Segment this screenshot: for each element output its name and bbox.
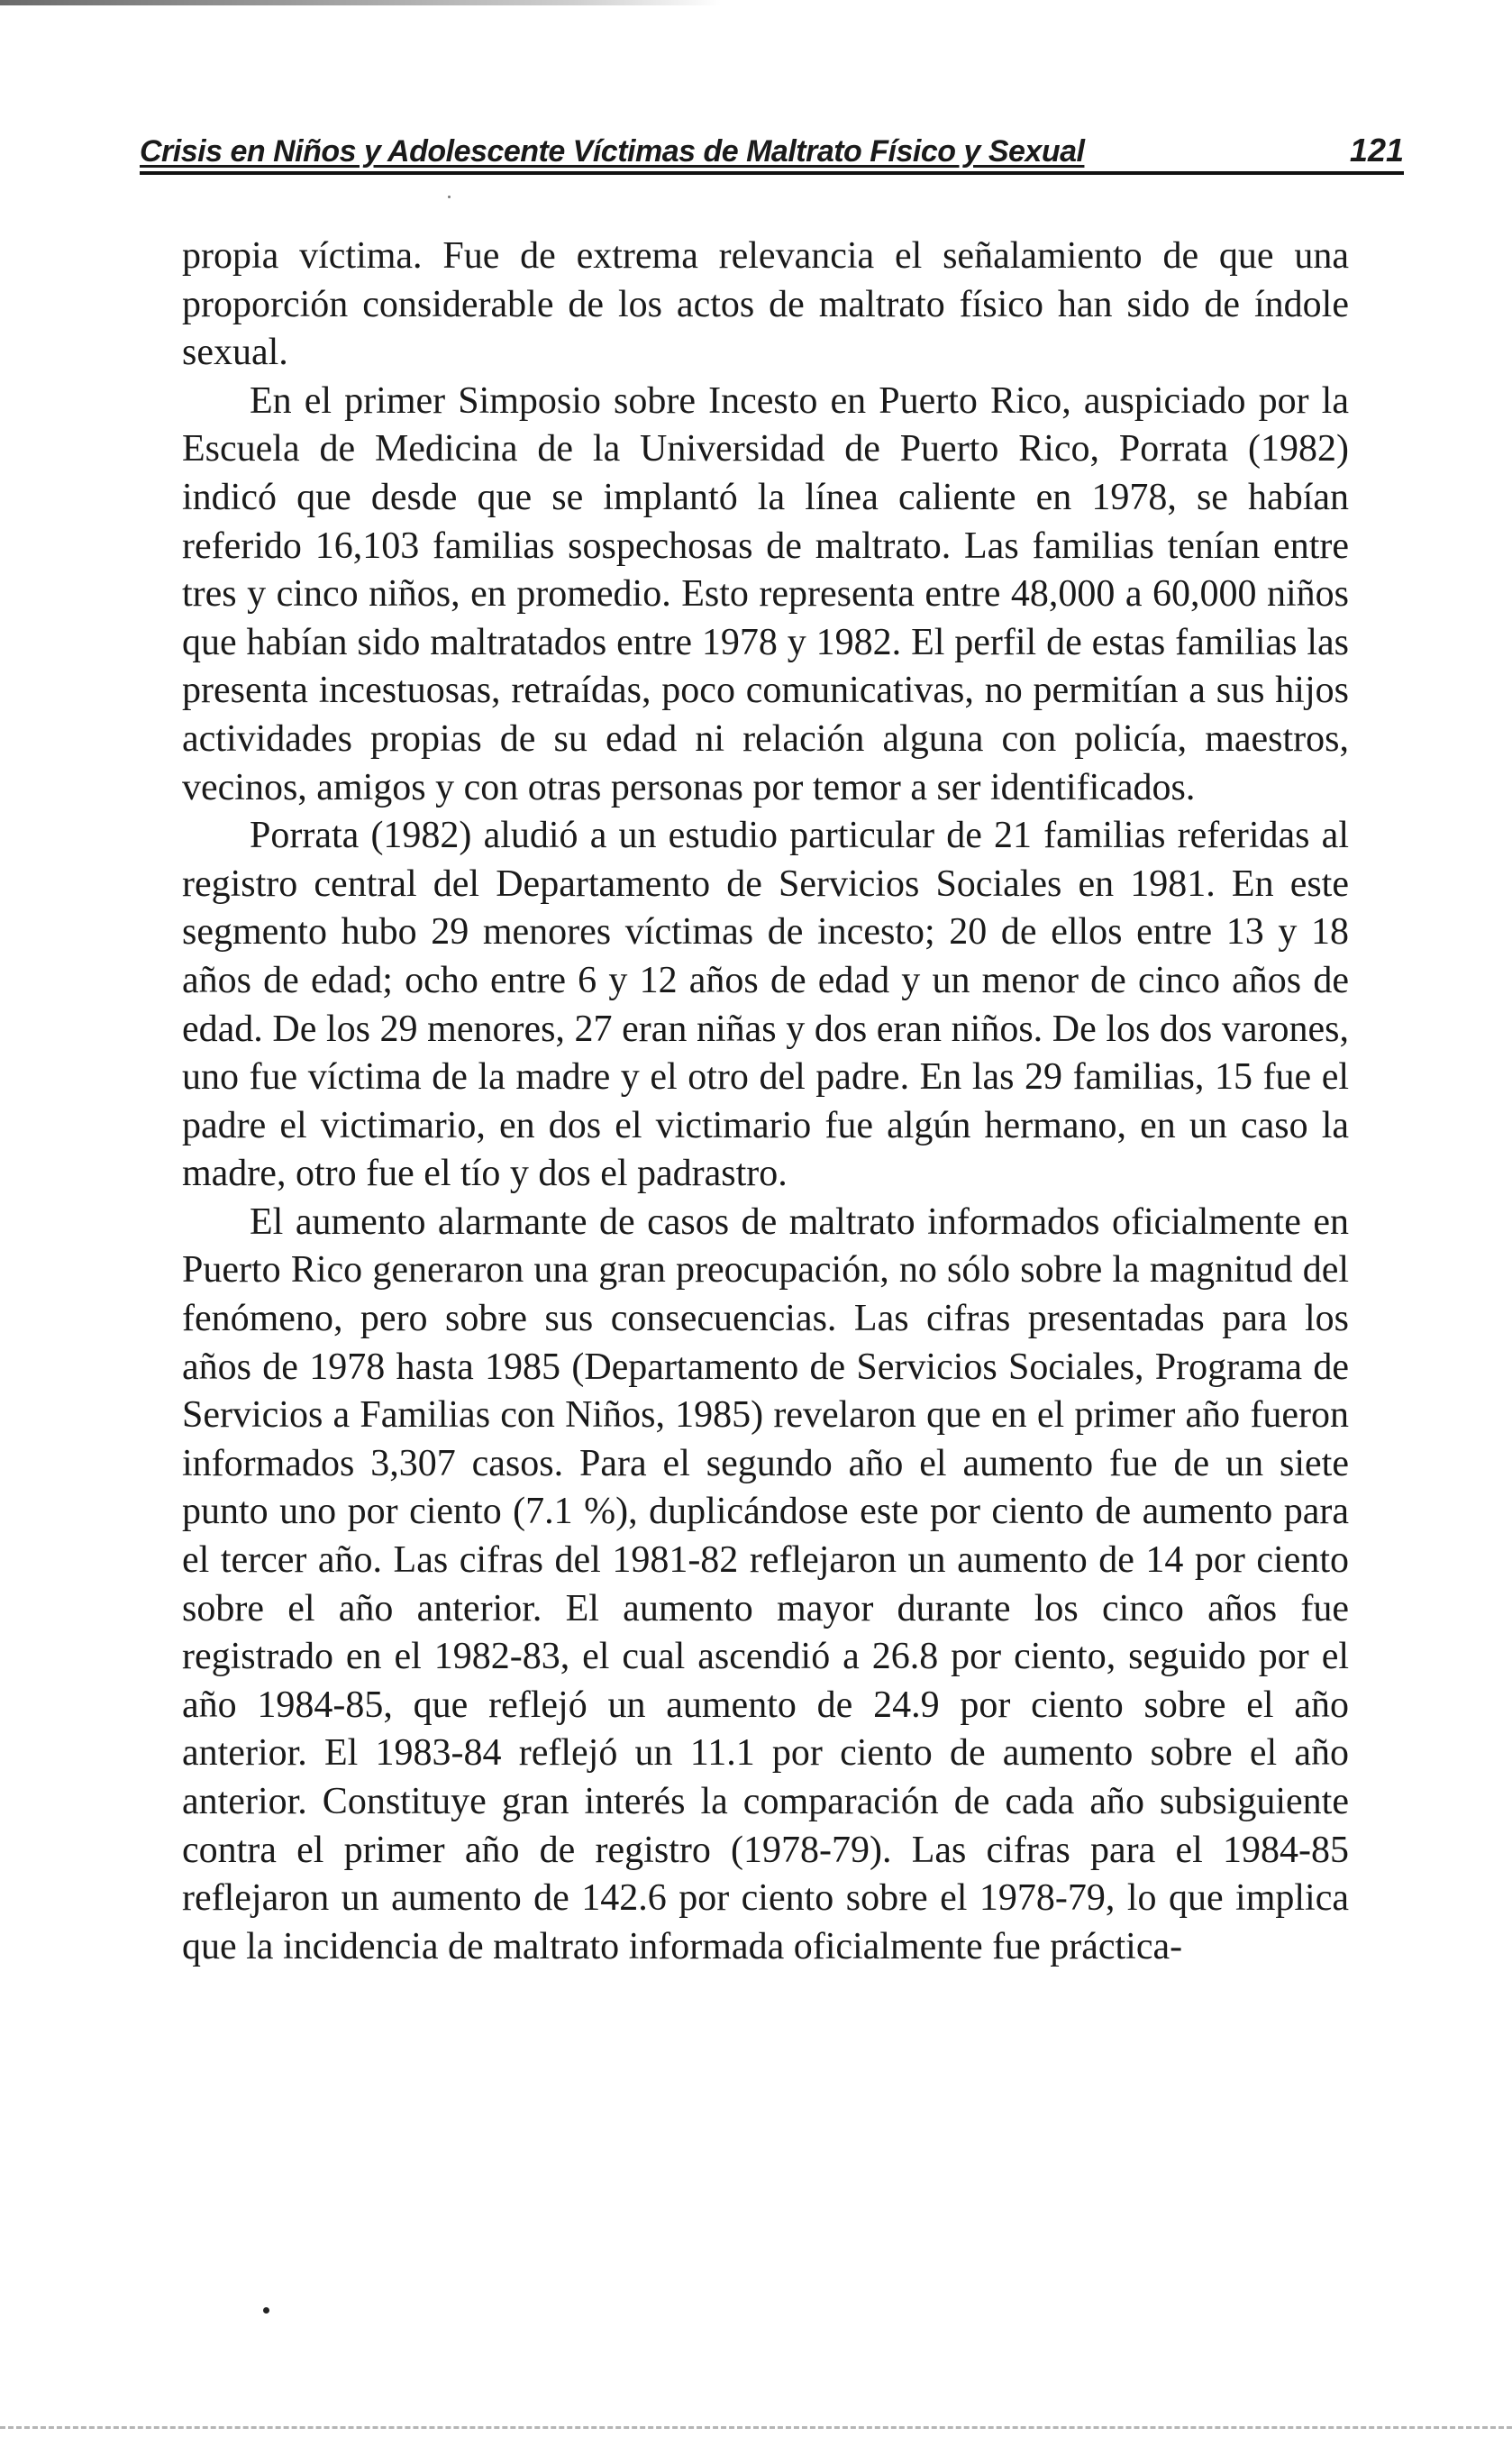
running-header: [140, 128, 1404, 175]
paragraph-aumento: El aumento alarmante de casos de maltrato informados oficialmente en Puerto Rico generaron una gran preocupación, no sólo sobre la magnitud del fenómeno, pero sobre sus consecuencias. Las cifras presentadas para los años de 1978 hasta 1985 (Departamento de Servicios Sociales, Programa de Servicios a Familias con Niños, 1985) revelaron que en el primer año fueron informados 3,307 casos. Para el segundo año el aumento fue de un siete punto uno por ciento (7.1 %), duplicándose este por ciento de aumento para el tercer año. Las cifras del 1981-82 reflejaron un aumento de 14 por ciento sobre el año anterior. El aumento mayor durante los cinco años fue registrado en el 1982-83, el cual ascendió a 26.8 por ciento, seguido por el año 1984-85, que reflejó un aumento de 24.9 por ciento sobre el año anterior. El 1983-84 reflejó un 11.1 por ciento de aumento sobre el año anterior. Constituye gran interés la comparación de cada año subsiguiente contra el primer año de registro (1978-79). Las cifras para el 1984-85 reflejaron un aumento de 142.6 por ciento sobre el 1978-79, lo que implica que la incidencia de maltrato informada oficialmente fue práctica-: [182, 1200, 1349, 1967]
page-number: 121: [1349, 132, 1404, 169]
running-title: Crisis en Niños y Adolescente Víctimas de Maltrato Físico y Sexual: [140, 134, 1085, 169]
body-text: [182, 233, 1349, 1971]
paragraph-simposio: En el primer Simposio sobre Incesto en Puerto Rico, auspiciado por la Escuela de Medicina de la Universidad de Puerto Rico, Porrata (1982) indicó que desde que se implantó la línea caliente en 1978, se habían referido 16,103 familias sospechosas de maltrato. Las familias tenían entre tres y cinco niños, en promedio. Esto representa entre 48,000 a 60,000 niños que habían sido maltratados entre 1978 y 1982. El perfil de estas familias las presenta incestuosas, retraídas, poco comunicativas, no permitían a sus hijos actividades propias de su edad ni relación alguna con policía, maestros, vecinos, amigos y con otras personas por temor a ser identificados.: [182, 379, 1349, 808]
scan-edge-bottom: [0, 2426, 1512, 2429]
scan-edge-top: [0, 0, 721, 5]
paragraph-porrata-study: Porrata (1982) aludió a un estudio particular de 21 familias referidas al registro central del Departamento de Servicios Sociales en 1981. En este segmento hubo 29 menores víctimas de incesto; 20 de ellos entre 13 y 18 años de edad; ocho entre 6 y 12 años de edad y un menor de cinco años de edad. De los 29 menores, 27 eran niñas y dos eran niños. De los dos varones, uno fue víctima de la madre y el otro del padre. En las 29 familias, 15 fue el padre el victimario, en dos el victimario fue algún hermano, en un caso la madre, otro fue el tío y dos el padrastro.: [182, 815, 1349, 1195]
paragraph-continuation: propia víctima. Fue de extrema relevancia el señalamiento de que una proporción considerable de los actos de maltrato físico han sido de índole sexual.: [182, 235, 1349, 374]
ink-dot: [263, 2307, 269, 2314]
scan-speck: [448, 196, 451, 198]
